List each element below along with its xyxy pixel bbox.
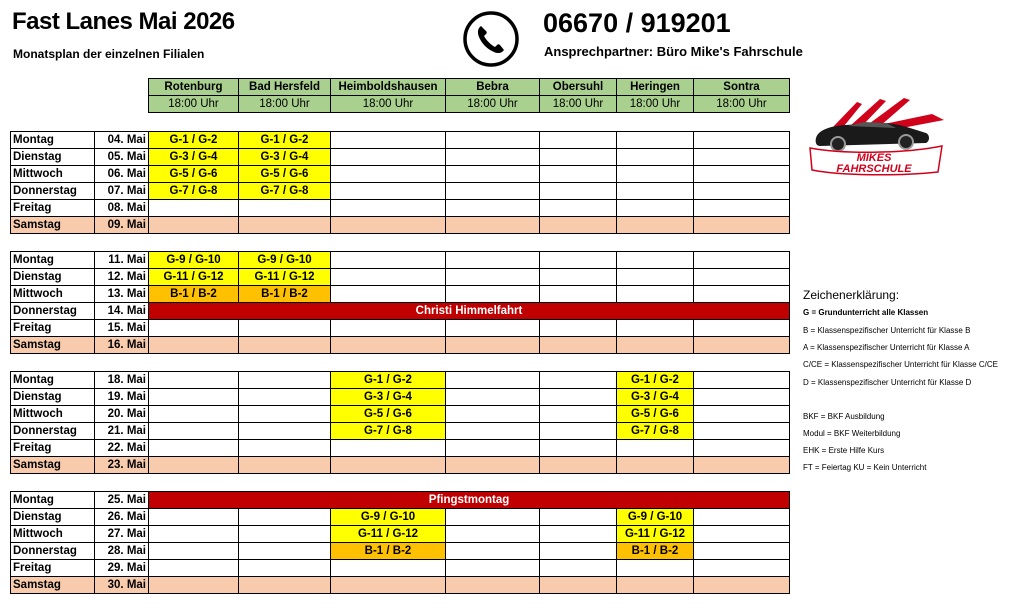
- date-cell: 28. Mai: [95, 543, 149, 560]
- empty-cell: [446, 269, 540, 286]
- empty-cell: [446, 457, 540, 474]
- week-table: [10, 371, 790, 474]
- empty-cell: [540, 337, 617, 354]
- empty-cell: [446, 389, 540, 406]
- empty-cell: [617, 149, 694, 166]
- empty-cell: [540, 372, 617, 389]
- date-cell: 05. Mai: [95, 149, 149, 166]
- empty-cell: [149, 509, 239, 526]
- date-cell: 25. Mai: [95, 492, 149, 509]
- lesson-cell: G-9 / G-10: [239, 252, 331, 269]
- branch-time: 18:00 Uhr: [694, 96, 790, 113]
- empty-cell: [540, 457, 617, 474]
- branch-time: 18:00 Uhr: [617, 96, 694, 113]
- schedule-row: [11, 252, 790, 269]
- lesson-cell: G-11 / G-12: [617, 526, 694, 543]
- empty-cell: [694, 406, 790, 423]
- branch-names-row: [149, 79, 790, 96]
- empty-cell: [694, 286, 790, 303]
- date-cell: 27. Mai: [95, 526, 149, 543]
- week-table: [10, 251, 790, 354]
- contact-person: Ansprechpartner: Büro Mike's Fahrschule: [544, 44, 803, 59]
- empty-cell: [540, 252, 617, 269]
- empty-cell: [149, 577, 239, 594]
- empty-cell: [540, 320, 617, 337]
- branch-name: Sontra: [694, 79, 790, 96]
- date-cell: 14. Mai: [95, 303, 149, 320]
- lesson-cell: G-7 / G-8: [331, 423, 446, 440]
- schedule-row: [11, 440, 790, 457]
- empty-cell: [694, 132, 790, 149]
- legend-item: G = Grundunterricht alle Klassen: [803, 308, 929, 317]
- schedule-row: [11, 457, 790, 474]
- empty-cell: [694, 166, 790, 183]
- lesson-cell: G-5 / G-6: [617, 406, 694, 423]
- empty-cell: [617, 337, 694, 354]
- schedule-row: [11, 183, 790, 200]
- empty-cell: [446, 166, 540, 183]
- lesson-cell: G-11 / G-12: [331, 526, 446, 543]
- empty-cell: [239, 543, 331, 560]
- empty-cell: [446, 577, 540, 594]
- empty-cell: [331, 577, 446, 594]
- schedule-row: [11, 372, 790, 389]
- legend-item: FT = Feiertag KU = Kein Unterricht: [803, 463, 927, 472]
- empty-cell: [149, 526, 239, 543]
- empty-cell: [331, 252, 446, 269]
- empty-cell: [694, 543, 790, 560]
- empty-cell: [149, 406, 239, 423]
- branch-time: 18:00 Uhr: [446, 96, 540, 113]
- empty-cell: [617, 269, 694, 286]
- empty-cell: [617, 577, 694, 594]
- date-cell: 21. Mai: [95, 423, 149, 440]
- date-cell: 09. Mai: [95, 217, 149, 234]
- empty-cell: [540, 286, 617, 303]
- empty-cell: [694, 560, 790, 577]
- empty-cell: [617, 320, 694, 337]
- empty-cell: [540, 560, 617, 577]
- empty-cell: [446, 183, 540, 200]
- branch-name: Obersuhl: [540, 79, 617, 96]
- schedule-row: [11, 337, 790, 354]
- empty-cell: [331, 286, 446, 303]
- lesson-cell: B-1 / B-2: [239, 286, 331, 303]
- empty-cell: [540, 406, 617, 423]
- empty-cell: [540, 509, 617, 526]
- lesson-cell: B-1 / B-2: [331, 543, 446, 560]
- empty-cell: [239, 406, 331, 423]
- schedule-row: [11, 560, 790, 577]
- lesson-cell: G-9 / G-10: [617, 509, 694, 526]
- empty-cell: [239, 423, 331, 440]
- empty-cell: [694, 509, 790, 526]
- empty-cell: [694, 457, 790, 474]
- empty-cell: [540, 217, 617, 234]
- empty-cell: [149, 543, 239, 560]
- empty-cell: [239, 509, 331, 526]
- lesson-cell: G-3 / G-4: [149, 149, 239, 166]
- date-cell: 07. Mai: [95, 183, 149, 200]
- empty-cell: [331, 320, 446, 337]
- lesson-cell: G-1 / G-2: [617, 372, 694, 389]
- empty-cell: [446, 217, 540, 234]
- schedule-row: [11, 132, 790, 149]
- schedule-row: [11, 423, 790, 440]
- empty-cell: [617, 166, 694, 183]
- empty-cell: [331, 337, 446, 354]
- weekday-cell: Donnerstag: [11, 303, 95, 320]
- empty-cell: [446, 526, 540, 543]
- empty-cell: [239, 337, 331, 354]
- date-cell: 23. Mai: [95, 457, 149, 474]
- empty-cell: [446, 149, 540, 166]
- legend-item: BKF = BKF Ausbildung: [803, 412, 885, 421]
- weekday-cell: Donnerstag: [11, 423, 95, 440]
- date-cell: 15. Mai: [95, 320, 149, 337]
- empty-cell: [239, 577, 331, 594]
- empty-cell: [331, 200, 446, 217]
- date-cell: 29. Mai: [95, 560, 149, 577]
- logo-text-line-2: FAHRSCHULE: [836, 163, 912, 175]
- weekday-cell: Dienstag: [11, 389, 95, 406]
- empty-cell: [331, 217, 446, 234]
- schedule-row: [11, 166, 790, 183]
- empty-cell: [617, 286, 694, 303]
- empty-cell: [446, 320, 540, 337]
- legend-item: B = Klassenspezifischer Unterricht für Klasse B: [803, 326, 971, 335]
- holiday-cell: Christi Himmelfahrt: [149, 303, 790, 320]
- date-cell: 16. Mai: [95, 337, 149, 354]
- lesson-cell: G-11 / G-12: [239, 269, 331, 286]
- branch-name: Heringen: [617, 79, 694, 96]
- weekday-cell: Freitag: [11, 200, 95, 217]
- legend-item: C/CE = Klassenspezifischer Unterricht für Klasse C/CE: [803, 360, 998, 369]
- date-cell: 12. Mai: [95, 269, 149, 286]
- empty-cell: [694, 337, 790, 354]
- holiday-cell: Pfingstmontag: [149, 492, 790, 509]
- week-table: [10, 131, 790, 234]
- weekday-cell: Freitag: [11, 560, 95, 577]
- weekday-cell: Dienstag: [11, 269, 95, 286]
- empty-cell: [446, 543, 540, 560]
- empty-cell: [331, 132, 446, 149]
- legend-item: D = Klassenspezifischer Unterricht für Klasse D: [803, 378, 972, 387]
- empty-cell: [694, 200, 790, 217]
- weekday-cell: Dienstag: [11, 509, 95, 526]
- empty-cell: [617, 200, 694, 217]
- branch-header-table: [148, 78, 790, 113]
- lesson-cell: G-9 / G-10: [149, 252, 239, 269]
- empty-cell: [149, 200, 239, 217]
- empty-cell: [331, 149, 446, 166]
- weekday-cell: Samstag: [11, 457, 95, 474]
- empty-cell: [617, 252, 694, 269]
- lesson-cell: G-3 / G-4: [617, 389, 694, 406]
- empty-cell: [694, 269, 790, 286]
- page-title: Fast Lanes Mai 2026: [12, 8, 235, 35]
- weekday-cell: Montag: [11, 372, 95, 389]
- schedule-row: [11, 286, 790, 303]
- empty-cell: [540, 423, 617, 440]
- schedule-row: [11, 526, 790, 543]
- branch-time: 18:00 Uhr: [331, 96, 446, 113]
- branch-times-row: [149, 96, 790, 113]
- lesson-cell: G-5 / G-6: [149, 166, 239, 183]
- schedule-row: [11, 492, 790, 509]
- empty-cell: [540, 526, 617, 543]
- empty-cell: [694, 389, 790, 406]
- lesson-cell: G-1 / G-2: [331, 372, 446, 389]
- empty-cell: [446, 560, 540, 577]
- empty-cell: [331, 457, 446, 474]
- empty-cell: [446, 132, 540, 149]
- schedule-row: [11, 577, 790, 594]
- weekday-cell: Donnerstag: [11, 183, 95, 200]
- empty-cell: [617, 217, 694, 234]
- logo-text-line-1: MIKES: [856, 152, 892, 164]
- branch-time: 18:00 Uhr: [239, 96, 331, 113]
- date-cell: 20. Mai: [95, 406, 149, 423]
- schedule-row: [11, 200, 790, 217]
- empty-cell: [149, 337, 239, 354]
- weekday-cell: Freitag: [11, 320, 95, 337]
- empty-cell: [617, 560, 694, 577]
- lesson-cell: G-5 / G-6: [239, 166, 331, 183]
- branch-name: Rotenburg: [149, 79, 239, 96]
- week-table: [10, 491, 790, 594]
- empty-cell: [694, 320, 790, 337]
- schedule-row: [11, 406, 790, 423]
- empty-cell: [149, 560, 239, 577]
- weekday-cell: Montag: [11, 492, 95, 509]
- weekday-cell: Dienstag: [11, 149, 95, 166]
- empty-cell: [540, 577, 617, 594]
- empty-cell: [694, 577, 790, 594]
- lesson-cell: B-1 / B-2: [617, 543, 694, 560]
- empty-cell: [149, 389, 239, 406]
- legend-item: EHK = Erste Hilfe Kurs: [803, 446, 885, 455]
- empty-cell: [694, 183, 790, 200]
- empty-cell: [149, 217, 239, 234]
- empty-cell: [694, 526, 790, 543]
- empty-cell: [540, 149, 617, 166]
- date-cell: 22. Mai: [95, 440, 149, 457]
- schedule-row: [11, 149, 790, 166]
- empty-cell: [239, 217, 331, 234]
- empty-cell: [694, 217, 790, 234]
- empty-cell: [617, 183, 694, 200]
- schedule-row: [11, 320, 790, 337]
- weekday-cell: Freitag: [11, 440, 95, 457]
- date-cell: 06. Mai: [95, 166, 149, 183]
- lesson-cell: G-7 / G-8: [149, 183, 239, 200]
- empty-cell: [446, 372, 540, 389]
- schedule-row: [11, 269, 790, 286]
- lesson-cell: G-1 / G-2: [239, 132, 331, 149]
- legend-item: A = Klassenspezifischer Unterricht für Klasse A: [803, 343, 970, 352]
- empty-cell: [540, 183, 617, 200]
- empty-cell: [331, 166, 446, 183]
- legend-title: Zeichenerklärung:: [803, 288, 900, 302]
- weekday-cell: Mittwoch: [11, 526, 95, 543]
- weekday-cell: Donnerstag: [11, 543, 95, 560]
- weekday-cell: Mittwoch: [11, 166, 95, 183]
- empty-cell: [540, 269, 617, 286]
- date-cell: 26. Mai: [95, 509, 149, 526]
- empty-cell: [617, 440, 694, 457]
- empty-cell: [239, 560, 331, 577]
- weekday-cell: Mittwoch: [11, 286, 95, 303]
- date-cell: 18. Mai: [95, 372, 149, 389]
- empty-cell: [540, 200, 617, 217]
- empty-cell: [239, 526, 331, 543]
- weekday-cell: Montag: [11, 132, 95, 149]
- empty-cell: [149, 440, 239, 457]
- empty-cell: [239, 440, 331, 457]
- lesson-cell: B-1 / B-2: [149, 286, 239, 303]
- empty-cell: [239, 372, 331, 389]
- empty-cell: [331, 440, 446, 457]
- empty-cell: [239, 320, 331, 337]
- branch-time: 18:00 Uhr: [149, 96, 239, 113]
- weekday-cell: Mittwoch: [11, 406, 95, 423]
- legend: [803, 288, 1009, 472]
- empty-cell: [446, 286, 540, 303]
- branch-name: Bebra: [446, 79, 540, 96]
- date-cell: 30. Mai: [95, 577, 149, 594]
- empty-cell: [694, 440, 790, 457]
- date-cell: 04. Mai: [95, 132, 149, 149]
- empty-cell: [446, 406, 540, 423]
- empty-cell: [331, 183, 446, 200]
- lesson-cell: G-7 / G-8: [617, 423, 694, 440]
- phone-number: 06670 / 919201: [543, 8, 731, 38]
- empty-cell: [617, 457, 694, 474]
- empty-cell: [446, 252, 540, 269]
- lesson-cell: G-3 / G-4: [239, 149, 331, 166]
- empty-cell: [149, 372, 239, 389]
- lesson-cell: G-11 / G-12: [149, 269, 239, 286]
- branch-time: 18:00 Uhr: [540, 96, 617, 113]
- empty-cell: [446, 440, 540, 457]
- schedule-row: [11, 543, 790, 560]
- empty-cell: [446, 423, 540, 440]
- lesson-cell: G-3 / G-4: [331, 389, 446, 406]
- lesson-cell: G-1 / G-2: [149, 132, 239, 149]
- date-cell: 19. Mai: [95, 389, 149, 406]
- empty-cell: [446, 337, 540, 354]
- empty-cell: [694, 372, 790, 389]
- empty-cell: [540, 389, 617, 406]
- empty-cell: [149, 423, 239, 440]
- weekday-cell: Samstag: [11, 217, 95, 234]
- empty-cell: [540, 543, 617, 560]
- schedule-row: [11, 509, 790, 526]
- branch-name: Bad Hersfeld: [239, 79, 331, 96]
- weekday-cell: Samstag: [11, 337, 95, 354]
- weekday-cell: Montag: [11, 252, 95, 269]
- weekday-cell: Samstag: [11, 577, 95, 594]
- empty-cell: [239, 457, 331, 474]
- empty-cell: [540, 440, 617, 457]
- date-cell: 11. Mai: [95, 252, 149, 269]
- date-cell: 08. Mai: [95, 200, 149, 217]
- empty-cell: [694, 149, 790, 166]
- mikes-fahrschule-logo: [802, 96, 950, 178]
- lesson-cell: G-9 / G-10: [331, 509, 446, 526]
- page-subtitle: Monatsplan der einzelnen Filialen: [13, 47, 205, 61]
- lesson-cell: G-7 / G-8: [239, 183, 331, 200]
- legend-item: Modul = BKF Weiterbildung: [803, 429, 901, 438]
- date-cell: 13. Mai: [95, 286, 149, 303]
- empty-cell: [540, 166, 617, 183]
- empty-cell: [149, 320, 239, 337]
- empty-cell: [446, 200, 540, 217]
- schedule-row: [11, 389, 790, 406]
- empty-cell: [239, 389, 331, 406]
- empty-cell: [331, 560, 446, 577]
- empty-cell: [540, 132, 617, 149]
- empty-cell: [446, 509, 540, 526]
- empty-cell: [331, 269, 446, 286]
- phone-icon: [462, 10, 520, 68]
- empty-cell: [239, 200, 331, 217]
- empty-cell: [694, 423, 790, 440]
- schedule-row: [11, 217, 790, 234]
- empty-cell: [149, 457, 239, 474]
- branch-name: Heimboldshausen: [331, 79, 446, 96]
- empty-cell: [694, 252, 790, 269]
- schedule-row: [11, 303, 790, 320]
- lesson-cell: G-5 / G-6: [331, 406, 446, 423]
- empty-cell: [617, 132, 694, 149]
